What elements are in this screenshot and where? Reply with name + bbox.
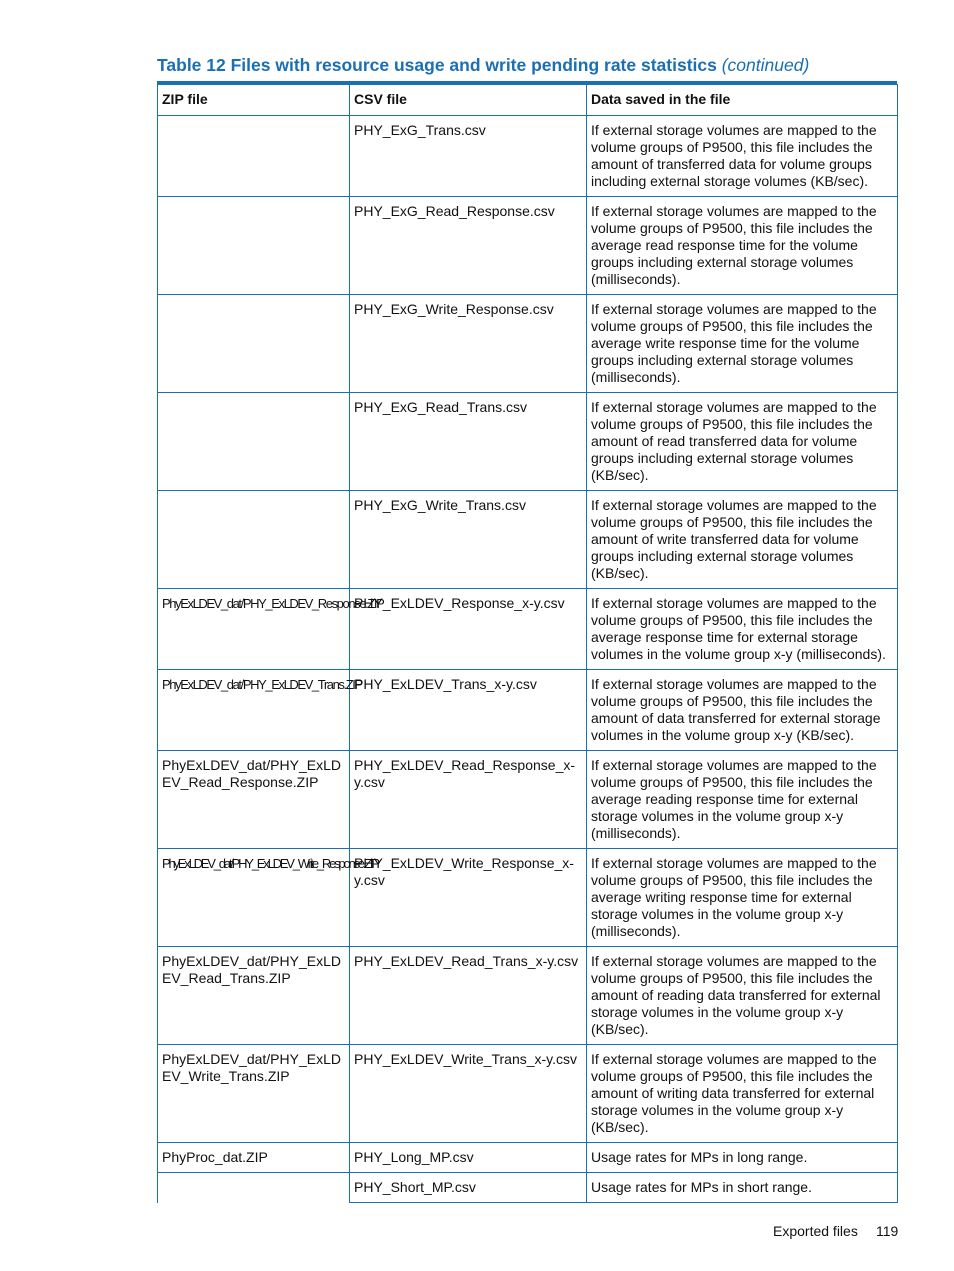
header-data-saved: Data saved in the file	[587, 85, 898, 116]
data-cell: If external storage volumes are mapped to the volume groups of P9500, this file includes the average read response time for the volume groups including external storage volumes (milliseconds).	[587, 197, 898, 295]
table-body	[158, 116, 898, 1203]
page-number: 119	[876, 1223, 899, 1239]
csv-cell: PHY_ExG_Read_Trans.csv	[350, 393, 587, 491]
zip-cell: PhyExLDEV_dat/PHY_ExLDEV_Read_Trans.ZIP	[158, 947, 350, 1045]
csv-cell: PHY_ExLDEV_Trans_x-y.csv	[350, 670, 587, 751]
zip-cell: PhyExLDEV_dat/PHY_ExLDEV_Trans.ZIP	[158, 670, 350, 751]
header-zip-file: ZIP file	[158, 85, 350, 116]
table-row	[158, 1045, 898, 1143]
data-cell: If external storage volumes are mapped to the volume groups of P9500, this file includes the amount of reading data transferred for external storage volumes in the volume group x-y (KB/sec).	[587, 947, 898, 1045]
table-row	[158, 1173, 898, 1203]
csv-cell: PHY_ExLDEV_Read_Trans_x-y.csv	[350, 947, 587, 1045]
table-row	[158, 589, 898, 670]
data-cell: Usage rates for MPs in short range.	[587, 1173, 898, 1203]
data-cell: If external storage volumes are mapped to the volume groups of P9500, this file includes the amount of data transferred for external storage volumes in the volume group x-y (KB/sec).	[587, 670, 898, 751]
csv-cell: PHY_ExLDEV_Read_Response_x-y.csv	[350, 751, 587, 849]
csv-cell: PHY_Long_MP.csv	[350, 1143, 587, 1173]
table-row	[158, 947, 898, 1045]
table-row	[158, 491, 898, 589]
table-header-row	[158, 85, 898, 116]
zip-cell: PhyExLDEV_dat/PHY_ExLDEV_Write_Response.ZIP	[158, 849, 350, 947]
data-cell: If external storage volumes are mapped to the volume groups of P9500, this file includes the average write response time for the volume groups including external storage volumes (milliseconds).	[587, 295, 898, 393]
table-title: Table 12 Files with resource usage and write pending rate statistics	[157, 55, 717, 75]
csv-cell: PHY_Short_MP.csv	[350, 1173, 587, 1203]
zip-cell	[158, 393, 350, 491]
zip-cell	[158, 197, 350, 295]
zip-cell: PhyProc_dat.ZIP	[158, 1143, 350, 1173]
table-row	[158, 197, 898, 295]
zip-cell	[158, 295, 350, 393]
csv-cell: PHY_ExG_Write_Trans.csv	[350, 491, 587, 589]
data-cell: If external storage volumes are mapped to the volume groups of P9500, this file includes the average response time for external storage volumes in the volume group x-y (milliseconds).	[587, 589, 898, 670]
csv-cell: PHY_ExLDEV_Response_x-y.csv	[350, 589, 587, 670]
table-row	[158, 295, 898, 393]
zip-cell	[158, 1173, 350, 1203]
csv-cell: PHY_ExG_Read_Response.csv	[350, 197, 587, 295]
zip-cell	[158, 491, 350, 589]
data-cell: Usage rates for MPs in long range.	[587, 1143, 898, 1173]
csv-cell: PHY_ExLDEV_Write_Response_x-y.csv	[350, 849, 587, 947]
data-cell: If external storage volumes are mapped to the volume groups of P9500, this file includes the amount of transferred data for volume groups including external storage volumes (KB/sec).	[587, 116, 898, 197]
csv-cell: PHY_ExG_Trans.csv	[350, 116, 587, 197]
csv-cell: PHY_ExG_Write_Response.csv	[350, 295, 587, 393]
data-cell: If external storage volumes are mapped to the volume groups of P9500, this file includes the amount of write transferred data for volume groups including external storage volumes (KB/sec).	[587, 491, 898, 589]
files-table	[157, 84, 898, 1203]
zip-cell: PhyExLDEV_dat/PHY_ExLDEV_Response.ZIP	[158, 589, 350, 670]
data-cell: If external storage volumes are mapped to the volume groups of P9500, this file includes the amount of writing data transferred for external storage volumes in the volume group x-y (KB/sec).	[587, 1045, 898, 1143]
continued-label: (continued)	[721, 55, 810, 75]
table-row	[158, 116, 898, 197]
data-cell: If external storage volumes are mapped to the volume groups of P9500, this file includes the amount of read transferred data for volume groups including external storage volumes (KB/sec).	[587, 393, 898, 491]
zip-cell: PhyExLDEV_dat/PHY_ExLDEV_Read_Response.ZIP	[158, 751, 350, 849]
table-row	[158, 1143, 898, 1173]
csv-cell: PHY_ExLDEV_Write_Trans_x-y.csv	[350, 1045, 587, 1143]
header-csv-file: CSV file	[350, 85, 587, 116]
table-row	[158, 670, 898, 751]
data-cell: If external storage volumes are mapped to the volume groups of P9500, this file includes the average reading response time for external storage volumes in the volume group x-y (milliseconds).	[587, 751, 898, 849]
zip-cell	[158, 116, 350, 197]
footer-section-label: Exported files	[773, 1223, 858, 1239]
table-row	[158, 751, 898, 849]
zip-cell: PhyExLDEV_dat/PHY_ExLDEV_Write_Trans.ZIP	[158, 1045, 350, 1143]
data-cell: If external storage volumes are mapped to the volume groups of P9500, this file includes the average writing response time for external storage volumes in the volume group x-y (milliseconds).	[587, 849, 898, 947]
table-row	[158, 393, 898, 491]
table-row	[158, 849, 898, 947]
table-caption	[157, 55, 809, 76]
